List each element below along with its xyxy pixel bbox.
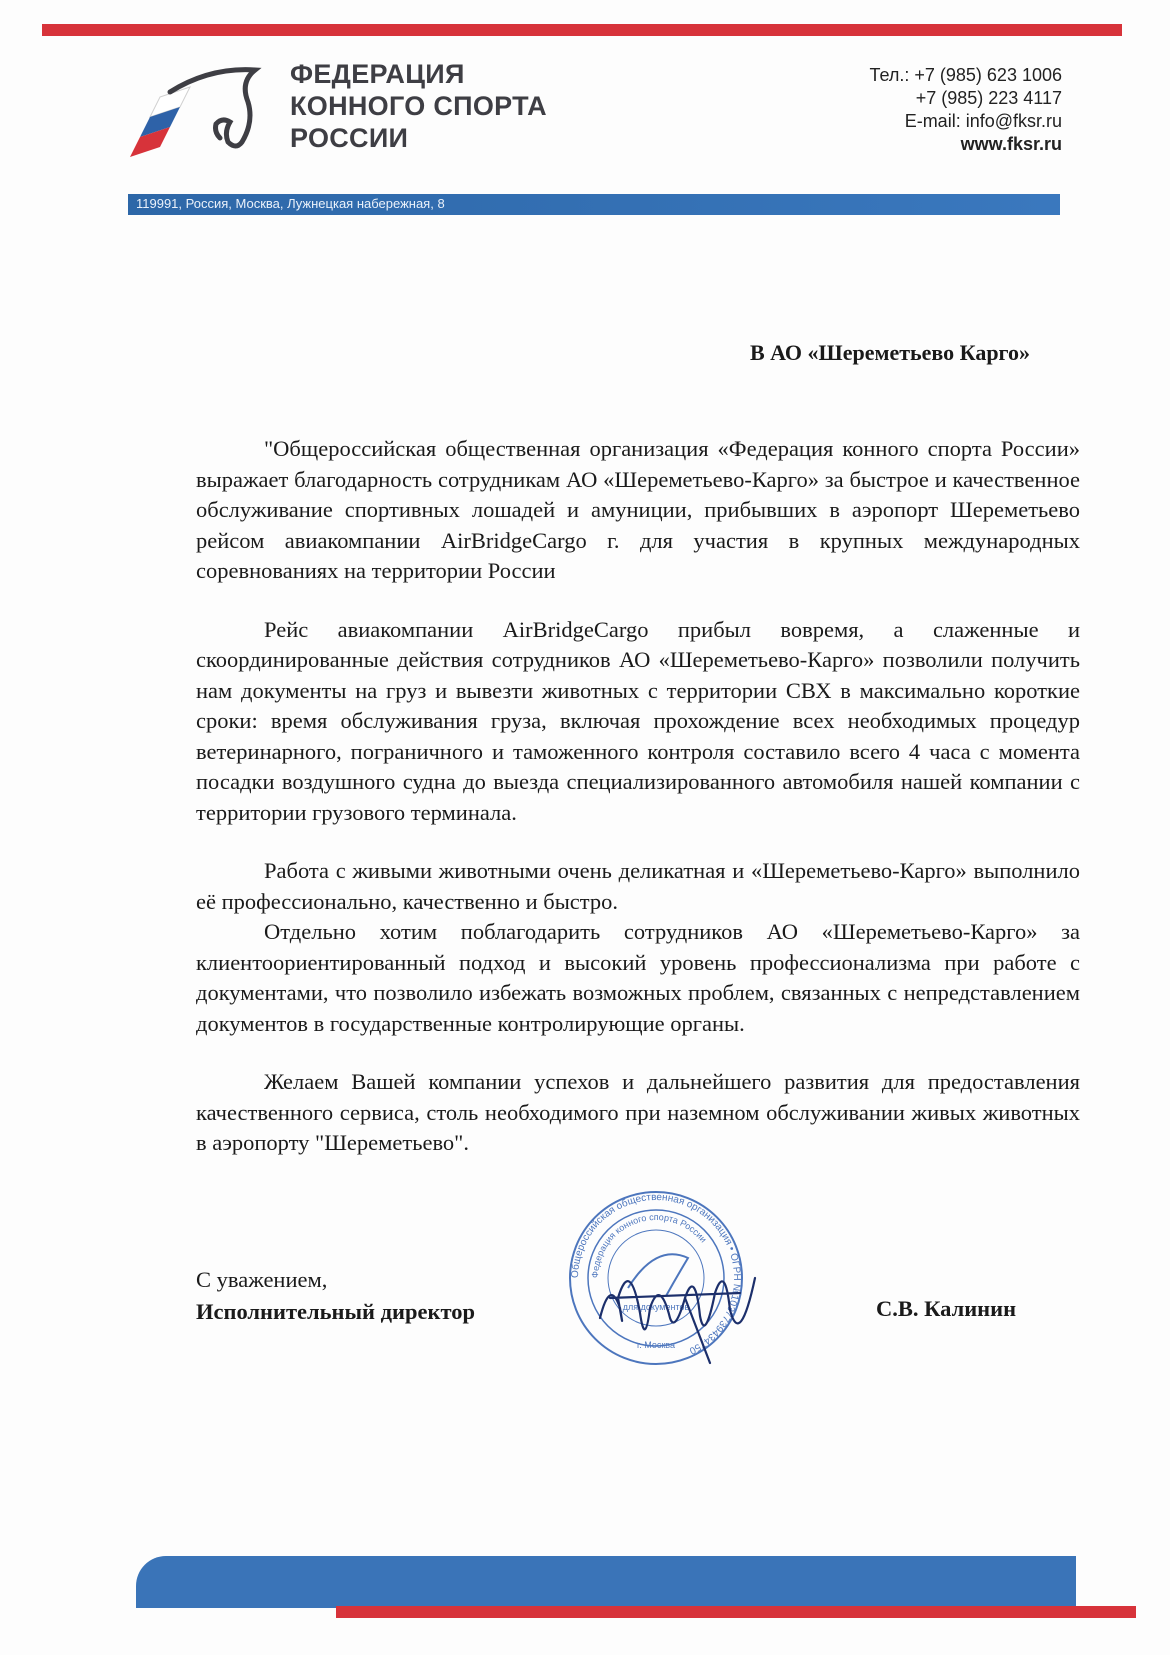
letter-body (196, 434, 1080, 1159)
signature-icon (590, 1238, 790, 1368)
footer-blue-bar (136, 1556, 1076, 1608)
signer-name: С.В. Калинин (876, 1296, 1017, 1321)
address-bar (128, 194, 1060, 215)
organization-name (290, 58, 547, 154)
closing-block (196, 1264, 475, 1328)
phone-2: +7 (985) 223 4117 (915, 88, 1062, 108)
recipient: В АО «Шереметьево Карго» (749, 340, 1030, 365)
stamp-city-text: г. Москва (637, 1340, 675, 1350)
contact-block (869, 64, 1062, 156)
org-name-line-1: ФЕДЕРАЦИЯ (290, 59, 465, 89)
stamp-center-text: для документов (622, 1302, 690, 1312)
signer-position: Исполнительный директор (196, 1299, 475, 1324)
paragraph-4: Отдельно хотим поблагодарить сотрудников АО «Шереметьево-Карго» за клиентоориентированный подход и высокий уровень профессионализма при работе с документами, что позволило избежать возможных проблем, связанных с непредставлением документов в государственные контролирующие органы. (196, 919, 1080, 1036)
paragraph-2: Рейс авиакомпании AirBridgeCargo прибыл вовремя, а слаженные и скоординированные действия сотрудников АО «Шереметьево-Карго» позволили получить нам документы на груз и вывезти животных с территории СВХ в максимально короткие сроки: время обслуживания груза, включая прохождение всех необходимых процедур ветеринарного, пограничного и таможенного контроля составило всего 4 часа с момента посадки воздушного судна до выезда специализированного автомобиля нашей компании с территории грузового терминала. (196, 616, 1080, 825)
email: E-mail: info@fksr.ru (904, 111, 1062, 131)
footer-red-bar (336, 1606, 1136, 1618)
horse-head-flag-icon (130, 62, 270, 157)
org-name-line-3: РОССИИ (290, 123, 409, 153)
stamp-inner-text: Федерация конного спорта России (589, 1211, 709, 1279)
org-name-line-2: КОННОГО СПОРТА (290, 91, 547, 121)
header-red-bar (42, 24, 1122, 36)
address-text: 119991, Россия, Москва, Лужнецкая набережная, 8 (136, 196, 445, 211)
phone-1: Тел.: +7 (985) 623 1006 (869, 65, 1062, 85)
paragraph-3: Работа с живыми животными очень деликатная и «Шереметьево-Карго» выполнило её профессионально, качественно и быстро. (196, 858, 1080, 914)
paragraph-1: "Общероссийская общественная организация «Федерация конного спорта России» выражает благодарность сотрудникам АО «Шереметьево-Карго» за быстрое и качественное обслуживание спортивных лошадей и амуниции, прибывших в аэропорт Шереметьево рейсом авиакомпании AirBridgeCargo г. для участия в крупных международных соревнованиях на территории России (196, 436, 1080, 583)
regards-text: С уважением, (196, 1267, 328, 1292)
website: www.fksr.ru (960, 134, 1062, 154)
stamp-outer-text: Общероссийская общественная организация • ОГРН №1037739434750 (569, 1191, 743, 1357)
paragraph-5: Желаем Вашей компании успехов и дальнейшего развития для предоставления качественного сервиса, столь необходимого при наземном обслуживании живых животных в аэропорту "Шереметьево". (196, 1069, 1080, 1155)
